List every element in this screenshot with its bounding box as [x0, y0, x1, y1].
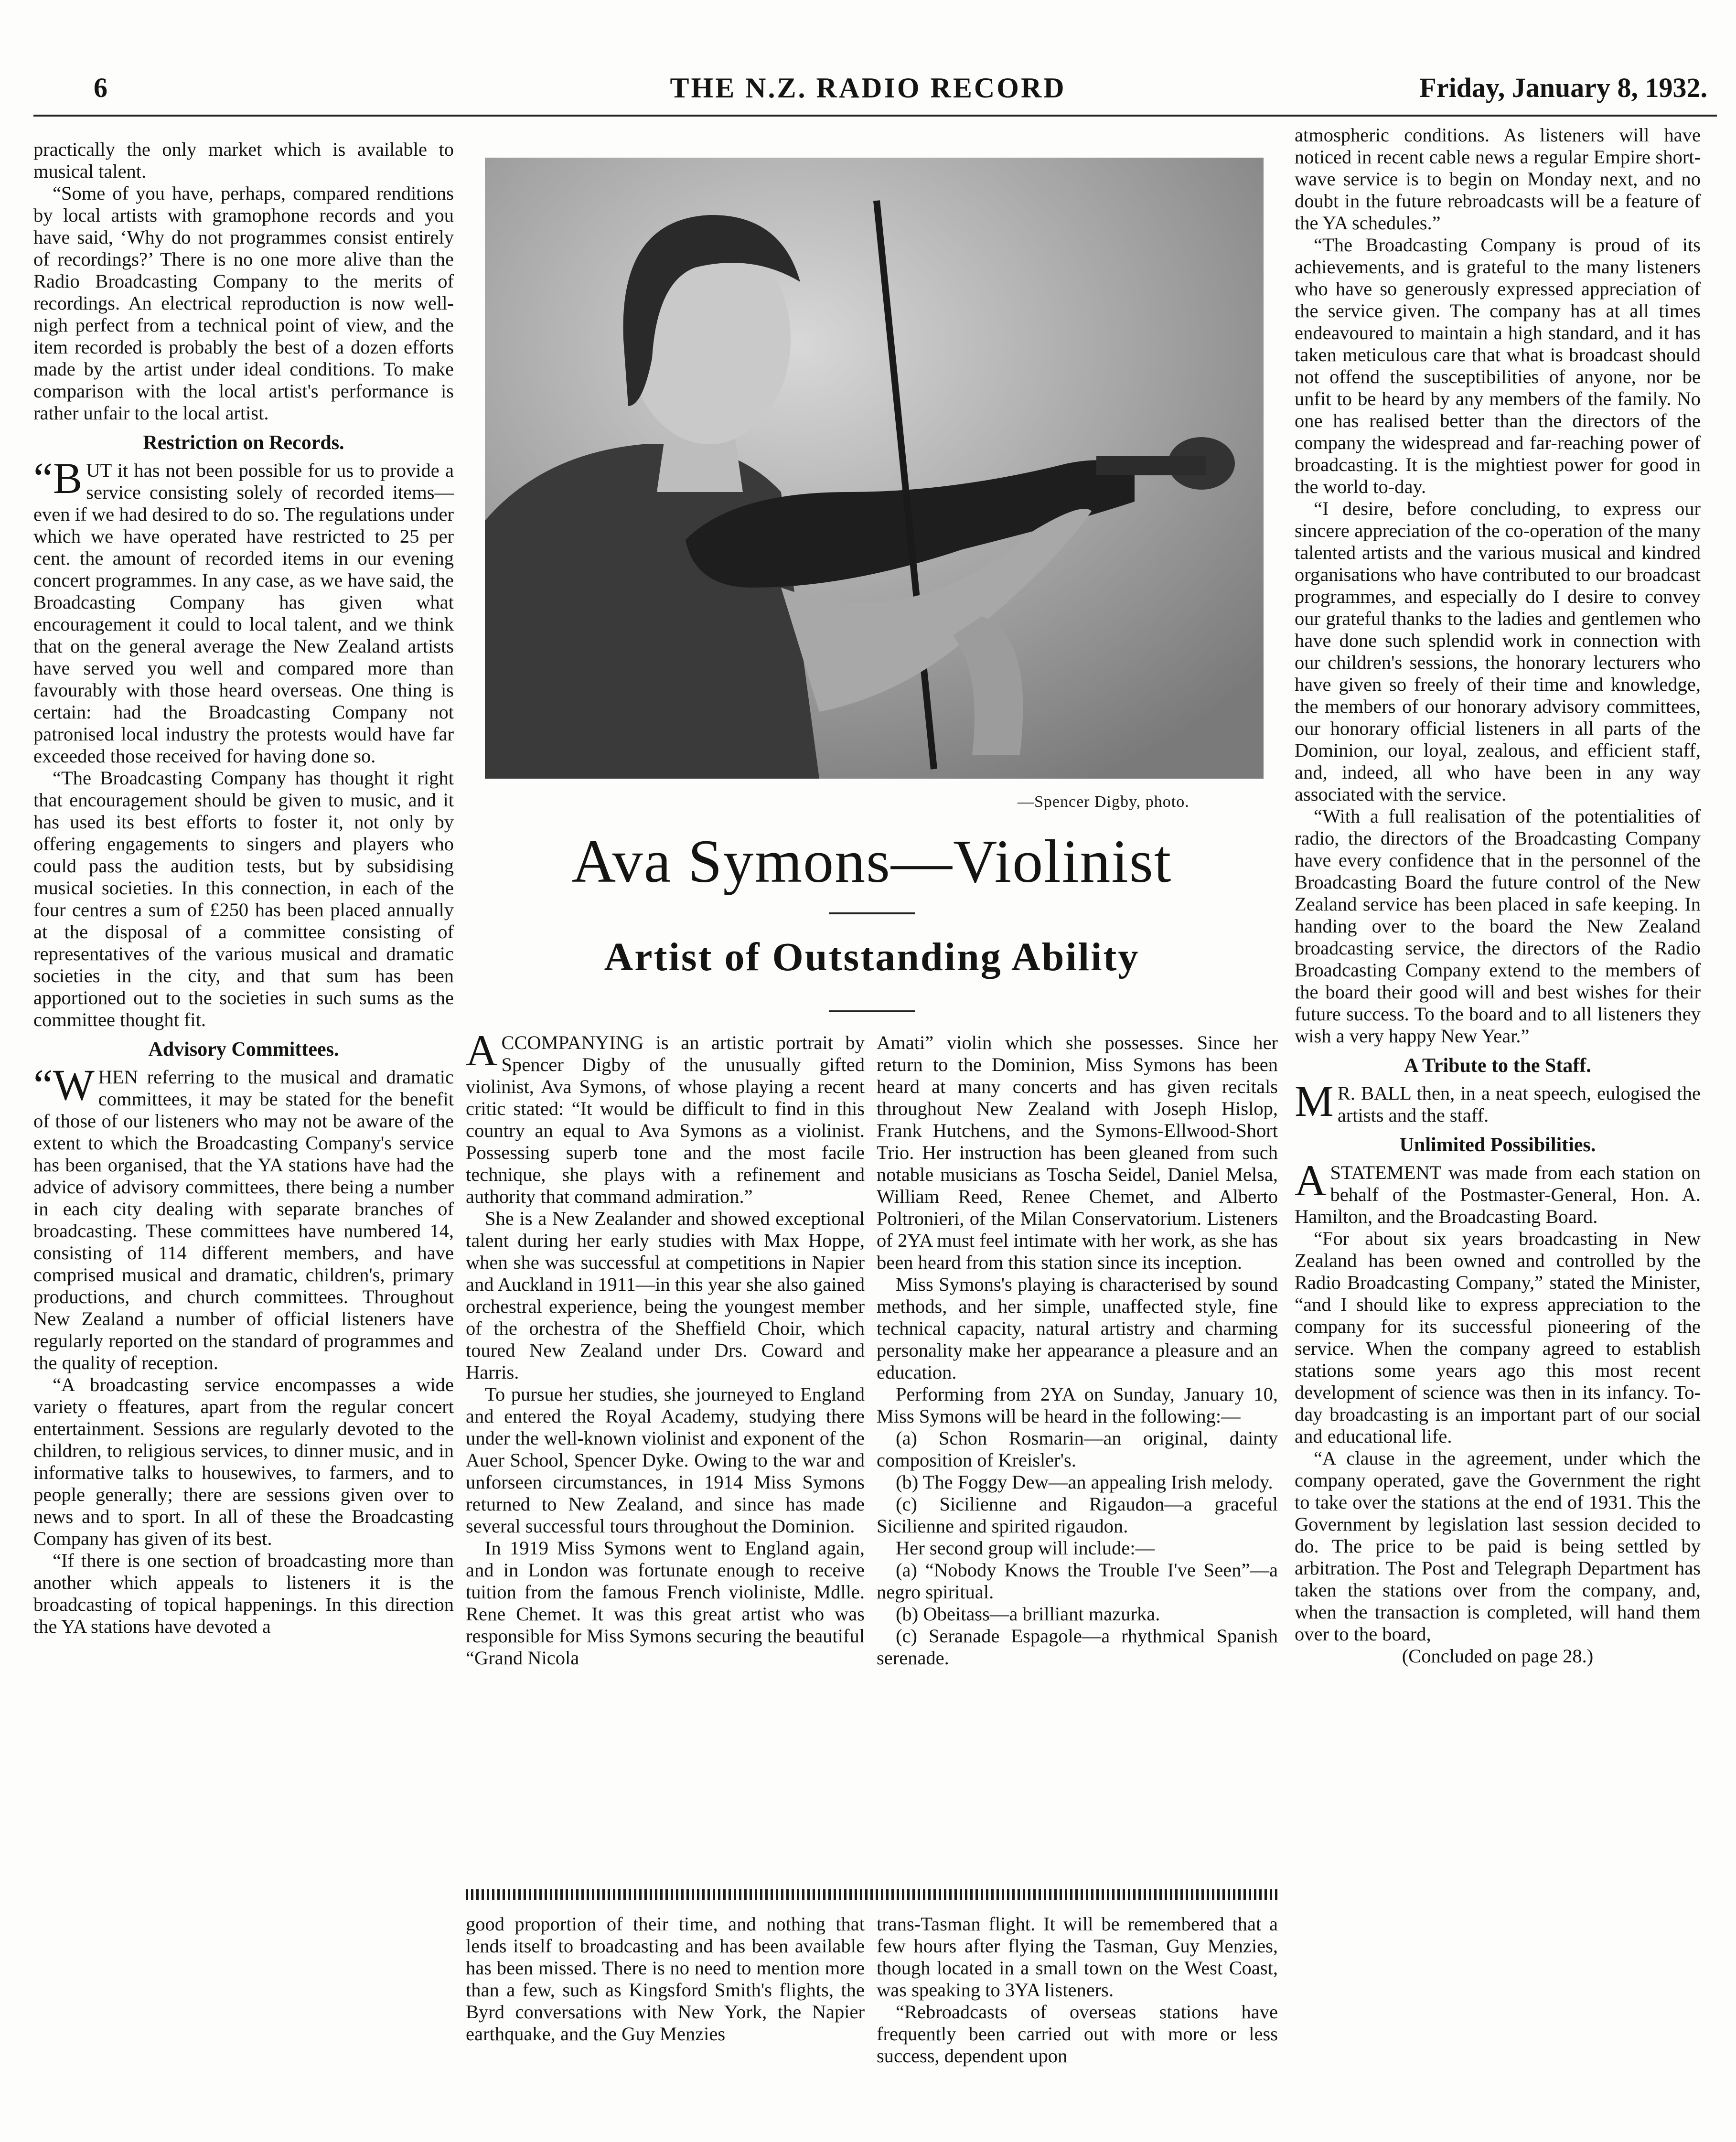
- issue-date: Friday, January 8, 1932.: [1419, 72, 1707, 103]
- ornamental-divider: [466, 1889, 1278, 1900]
- paragraph: practically the only market which is available to musical talent.: [33, 139, 454, 182]
- paragraph: Performing from 2YA on Sunday, January 10, Miss Symons will be heard in the following:—: [877, 1383, 1278, 1427]
- headline-rule: [829, 912, 915, 914]
- paragraph: “A clause in the agreement, under which the company operated, gave the Government the right to take over the stations at the end of 1931. This the Government by legislation last session decided to do. The price to be paid is being settled by arbitration. The Post and Telegraph Department has taken the stations over from the company, and, when the transaction is completed, will hand them over to the board,: [1295, 1447, 1701, 1645]
- paragraph: “Rebroadcasts of overseas stations have frequently been carried out with more or less success, dependent upon: [877, 2001, 1278, 2067]
- programme-item: (c) Sicilienne and Rigaudon—a graceful Sicilienne and spirited rigaudon.: [877, 1493, 1278, 1537]
- feature-subheadline: Artist of Outstanding Ability: [604, 935, 1140, 979]
- paragraph: “A broadcasting service encompasses a wide variety o ffeatures, apart from the regular concert entertainment. Sessions are regularly devoted to the children, to religious services, to dinner music, and in informative talks to housewives, to farmers, and to people generally; there are sessions given over to news and to sport. In all of these the Broadcasting Company has given of its best.: [33, 1374, 454, 1549]
- column-3: [877, 1032, 1278, 1669]
- paragraph: trans-Tasman flight. It will be remembered that a few hours after flying the Tasman, Guy Menzies, though located in a small town on the West Coast, was speaking to 3YA listeners.: [877, 1913, 1278, 2001]
- programme-item: (c) Seranade Espagole—a rhythmical Spanish serenade.: [877, 1625, 1278, 1669]
- paragraph: good proportion of their time, and nothing that lends itself to broadcasting and has been available has been missed. There is no need to mention more than a few, such as Kingsford Smith's flights, the Byrd conversations with New York, the Napier earthquake, and the Guy Menzies: [466, 1913, 865, 2045]
- paragraph: “WHEN referring to the musical and dramatic committees, it may be stated for the benefit of those of our listeners who may not be aware of the extent to which the Broadcasting Company's service has been organised, that the YA stations have had the advice of advisory committees, there being a number in each city dealing with separate branches of broadcasting. These committees have numbered 14, consisting of 114 different members, and have comprised musical and dramatic, children's, primary productions, and church committees. Throughout New Zealand a number of official listeners have regularly reported on the standard of programmes and the quality of reception.: [33, 1060, 454, 1373]
- column-3-continued: [877, 1913, 1278, 2067]
- paragraph: To pursue her studies, she journeyed to England and entered the Royal Academy, studying there under the well-known violinist and exponent of the Auer School, Spencer Dyke. Owing to the war and unforseen circumstances, in 1914 Miss Symons returned to New Zealand, and since has made several successful tours throughout the Dominion.: [466, 1383, 865, 1537]
- paragraph: Amati” violin which she possesses. Since her return to the Dominion, Miss Symons has been heard at many concerts and has given recitals throughout New Zealand with Joseph Hislop, Frank Hutchens, and the Symons-Ellwood-Short Trio. Her instruction has been gleaned from such notable musicians as Toscha Seidel, Daniel Melsa, William Reed, Renee Chemet, and Alberto Poltronieri, of the Milan Conservatorium. Listeners of 2YA must feel intimate with her work, as she has been heard from this station since its inception.: [877, 1032, 1278, 1273]
- column-2: [466, 1026, 865, 1669]
- paragraph: ASTATEMENT was made from each station on behalf of the Postmaster-General, Hon. A. Hamilton, and the Broadcasting Board.: [1295, 1156, 1701, 1227]
- programme-item: (a) Schon Rosmarin—an original, dainty composition of Kreisler's.: [877, 1427, 1278, 1471]
- paragraph: Her second group will include:—: [896, 1537, 1155, 1559]
- paragraph: atmospheric conditions. As listeners will have noticed in recent cable news a regular Empire short-wave service is to begin on Monday next, and no doubt in the future rebroadcasts will be a feature of the YA schedules.”: [1295, 124, 1701, 234]
- paragraph: “I desire, before concluding, to express our sincere appreciation of the co-operation of the many talented artists and the various musical and kindred organisations who have contributed to our broadcast programmes, and especially do I desire to convey our grateful thanks to the ladies and gentlemen who have done such splendid work in connection with our children's sessions, the honorary lecturers who have given so freely of their time and knowledge, the members of our honorary advisory committees, our honorary official listeners in all parts of the Dominion, our loyal, zealous, and efficient staff, and, indeed, all who have been in any way associated with the service.: [1295, 498, 1701, 805]
- continuation-note: (Concluded on page 28.): [1402, 1645, 1594, 1667]
- drop-cap: A: [466, 1026, 498, 1075]
- drop-cap: M: [1295, 1077, 1334, 1125]
- column-4: [1295, 124, 1701, 1667]
- photo-credit: —Spencer Digby, photo.: [1018, 793, 1189, 811]
- paragraph: “For about six years broadcasting in New Zealand has been owned and controlled by the Radio Broadcasting Company,” stated the Minister, “and I should like to express appreciation to the company for its successful pioneering of the service. When the company agreed to establish stations some years ago this most recent development of science was then in its infancy. To-day broadcasting is an important part of our social and educational life.: [1295, 1228, 1701, 1447]
- paragraph: “With a full realisation of the potentialities of radio, the directors of the Broadcasting Company have every confidence that in the personnel of the Broadcasting Board the future control of the New Zealand service has been placed in safe keeping. In handing over to the board the New Zealand broadcasting service, the directors of the Radio Broadcasting Company extend to the members of the board their good will and best wishes for their future success. To the board and to all listeners they wish a very happy New Year.”: [1295, 805, 1701, 1047]
- drop-cap: A: [1295, 1156, 1327, 1205]
- programme-item: (b) Obeitass—a brilliant mazurka.: [896, 1603, 1160, 1625]
- feature-headline: Ava Symons—Violinist: [571, 827, 1172, 895]
- subheading-advisory-committees: Advisory Committees.: [148, 1039, 339, 1060]
- subheadline-rule: [829, 1010, 915, 1012]
- paragraph: ACCOMPANYING is an artistic portrait by Spencer Digby of the unusually gifted violinist, Ava Symons, of whose playing a recent critic stated: “It would be difficult to find in this country an equal to Ava Symons as a violinist. Possessing superb tone and the most facile technique, she plays with a refinement and authority that command admiration.”: [466, 1026, 865, 1207]
- paragraph: She is a New Zealander and showed exceptional talent during her early studies with Max Hoppe, when she was successful at competitions in Napier and Auckland in 1911—in this year she also gained orchestral experience, being the youngest member of the orchestra of the Sheffield Choir, which toured New Zealand under Drs. Coward and Harris.: [466, 1208, 865, 1383]
- programme-item: (b) The Foggy Dew—an appealing Irish melody.: [896, 1471, 1273, 1493]
- subheading-tribute-to-staff: A Tribute to the Staff.: [1404, 1055, 1591, 1077]
- paragraph: “BUT it has not been possible for us to provide a service consisting solely of recorded items—even if we had desired to do so. The regulations under which we have operated have restricted to 25 per cent. the amount of recorded items in our evening concert programmes. In any case, as we have said, the Broadcasting Company has given what encouragement it could to local talent, and we think that on the general average the New Zealand artists have served you well and compared more than favourably with those heard overseas. One thing is certain: had the Broadcasting Company not patronised local industry the protests would have far exceeded those received for having done so.: [33, 454, 454, 767]
- violinist-portrait-illustration: [485, 158, 1264, 779]
- masthead-title: THE N.Z. RADIO RECORD: [670, 72, 1066, 104]
- programme-item: (a) “Nobody Knows the Trouble I've Seen”—a negro spiritual.: [877, 1559, 1278, 1603]
- column-2-continued: [466, 1913, 865, 2045]
- paragraph: “Some of you have, perhaps, compared renditions by local artists with gramophone records and you have said, ‘Why do not programmes consist entirely of recordings?’ There is no one more alive than the Radio Broadcasting Company to the merits of recordings. An electrical reproduction is now well-nigh perfect from a technical point of view, and the item recorded is probably the best of a dozen efforts made by the artist under ideal conditions. To make comparison with the local artist's performance is rather unfair to the local artist.: [33, 182, 454, 424]
- paragraph: “The Broadcasting Company is proud of its achievements, and is grateful to the many listeners who have so generously expressed appreciation of the service given. The company has at all times endeavoured to maintain a high standard, and it has taken meticulous care that what is broadcast should not offend the susceptibilities of anyone, nor be unfit to be heard by any members of the family. No one has realised better than the directors of the company the widespread and far-reaching power of broadcasting. It is the mightiest power for good in the world to-day.: [1295, 234, 1701, 497]
- header-rule: [33, 115, 1717, 117]
- paragraph: M R. BALL then, in a neat speech, eulogised the artists and the staff.: [1295, 1077, 1701, 1126]
- paragraph: In 1919 Miss Symons went to England again, and in London was fortunate enough to receive tuition from the famous French violiniste, Mdlle. Rene Chemet. It was this great artist who was responsible for Miss Symons securing the beautiful “Grand Nicola: [466, 1537, 865, 1669]
- paragraph: “The Broadcasting Company has thought it right that encouragement should be given to music, and it has used its best efforts to foster it, not only by offering engagements to singers and players who could pass the audition tests, but by subsidising musical societies. In this connection, in each of the four centres a sum of £250 has been placed annually at the disposal of a committee consisting of representatives of the various musical and dramatic societies in the city, and that sum has been apportioned out to the societies in such sums as the committee thought fit.: [33, 767, 454, 1030]
- page-number: 6: [94, 72, 107, 103]
- subheading-unlimited-possibilities: Unlimited Possibilities.: [1399, 1134, 1596, 1156]
- violinist-portrait-photo: [485, 158, 1264, 779]
- paragraph: Miss Symons's playing is characterised by sound methods, and her simple, unaffected style, fine technical capacity, natural artistry and charming personality make her appearance a pleasure and an education.: [877, 1274, 1278, 1383]
- subheading-restriction-on-records: Restriction on Records.: [143, 432, 344, 454]
- drop-cap: “B: [33, 454, 83, 503]
- column-1: [33, 139, 454, 1638]
- paragraph: “If there is one section of broadcasting more than another which appeals to listeners it is the broadcasting of topical happenings. In this direction the YA stations have devoted a: [33, 1550, 454, 1637]
- drop-cap: “W: [33, 1060, 95, 1109]
